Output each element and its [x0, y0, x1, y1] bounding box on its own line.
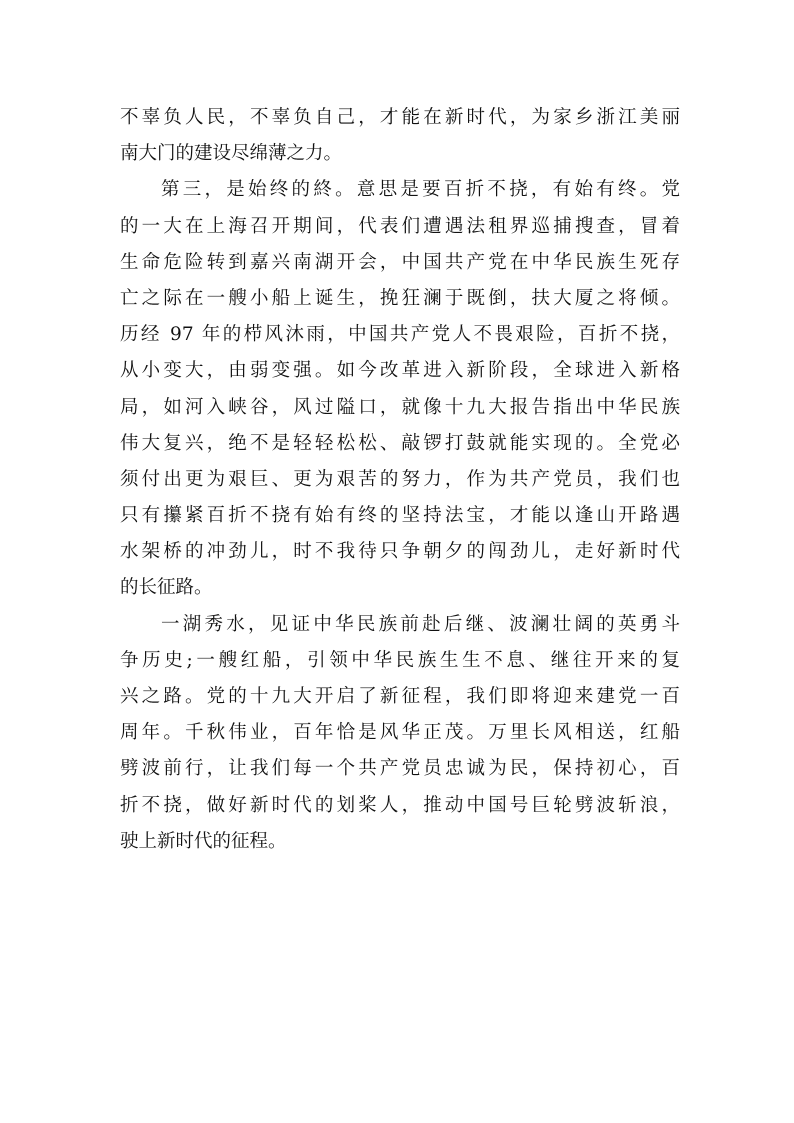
text-line: 不辜负人民，不辜负自己，才能在新时代，为家乡浙江美丽 [120, 107, 680, 128]
text-line: 周年。千秋伟业，百年恰是风华正茂。万里长风相送，红船 [120, 722, 680, 744]
text-line: 从小变大，由弱变强。如今改革进入新阶段，全球进入新格 [120, 360, 680, 382]
text-line: 亡之际在一艘小船上诞生，挽狂澜于既倒，扶大厦之将倾。 [120, 287, 680, 309]
text-line: 水架桥的冲劲儿，时不我待只争朝夕的闯劲儿，走好新时代 [120, 541, 680, 563]
text-line: 历经 97 年的栉风沐雨，中国共产党人不畏艰险，百折不挠， [120, 324, 680, 346]
text-line: 只有攥紧百折不挠有始有终的坚持法宝，才能以逢山开路遇 [120, 505, 680, 527]
text-line: 第三，是始终的終。意思是要百折不挠，有始有终。党 [161, 179, 680, 201]
text-line: 南大门的建设尽绵薄之力。 [120, 143, 343, 165]
paragraph [120, 100, 680, 172]
text-line: 局，如河入峡谷，风过隘口，就像十九大报告指出中华民族 [120, 396, 680, 418]
document-body [120, 100, 680, 860]
paragraph [120, 172, 680, 606]
text-line: 生命危险转到嘉兴南湖开会，中国共产党在中华民族生死存 [120, 251, 680, 273]
text-line: 一湖秀水，见证中华民族前赴后继、波澜壮阔的英勇斗 [161, 613, 680, 635]
text-line: 的长征路。 [120, 577, 213, 599]
text-line: 争历史;一艘红船，引领中华民族生生不息、继往开来的复 [120, 649, 680, 671]
text-line: 须付出更为艰巨、更为艰苦的努力，作为共产党员，我们也 [120, 468, 680, 490]
text-line: 兴之路。党的十九大开启了新征程，我们即将迎来建党一百 [120, 686, 680, 707]
text-line: 的一大在上海召开期间，代表们遭遇法租界巡捕搜查，冒着 [120, 215, 680, 237]
text-line: 折不挠，做好新时代的划桨人，推动中国号巨轮劈波斩浪， [120, 794, 680, 816]
text-line: 劈波前行，让我们每一个共产党员忠诚为民，保持初心，百 [120, 758, 680, 780]
text-line: 伟大复兴，绝不是轻轻松松、敲锣打鼓就能实现的。全党必 [120, 432, 680, 454]
text-line: 驶上新时代的征程。 [120, 830, 287, 852]
paragraph [120, 607, 680, 860]
